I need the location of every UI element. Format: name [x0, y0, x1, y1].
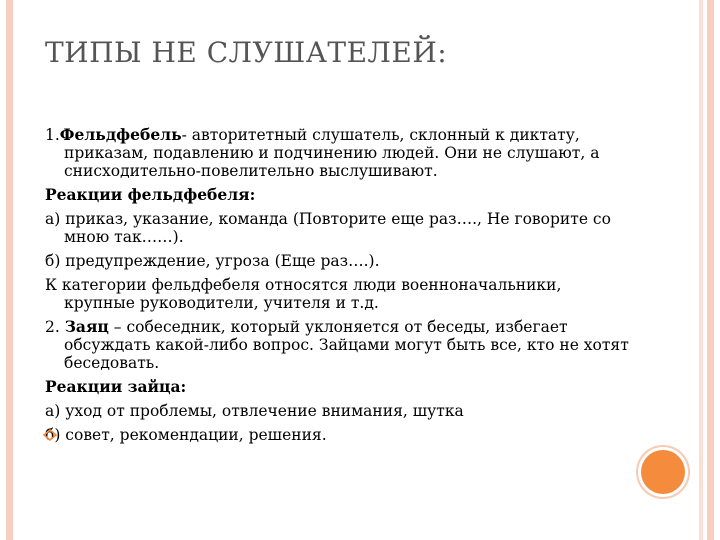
paragraph-text: б) предупреждение, угроза (Еще раз….).: [45, 252, 380, 270]
paragraph-4: [45, 252, 630, 270]
paragraph-bold: Реакции зайца:: [45, 377, 187, 396]
paragraph-text: – собеседник, который уклоняется от беседы, избегает обсуждать какой-либо вопрос. Зайцами могут быть все, кто не хотят беседовать.: [64, 318, 629, 372]
right-border-stripe-inner: [699, 0, 703, 540]
paragraph-prefix: 1.: [45, 126, 60, 144]
paragraph-bold: Реакции фельдфебеля:: [45, 185, 256, 204]
diamond-bullet-icon: [43, 429, 57, 441]
paragraph-6: [45, 318, 630, 372]
paragraph-bold: Заяц: [64, 317, 109, 336]
paragraph-8: [45, 402, 630, 420]
decorative-circle: [641, 450, 685, 494]
paragraph-text: а) уход от проблемы, отвлечение внимания, шутка: [45, 402, 464, 420]
paragraph-bold: Фельдфебель: [59, 125, 182, 144]
slide-title: ТИПЫ НЕ СЛУШАТЕЛЕЙ:: [45, 36, 448, 69]
paragraph-text: а) приказ, указание, команда (Повторите еще раз…., Не говорите со мною так……).: [45, 210, 611, 246]
paragraph-7: [45, 378, 630, 396]
bullet-text: б) совет, рекомендации, решения.: [45, 426, 327, 444]
paragraph-1: [45, 126, 630, 180]
right-border-stripe: [707, 0, 714, 540]
paragraph-2: [45, 186, 630, 204]
slide-content: [45, 126, 630, 450]
paragraph-5: [45, 276, 630, 312]
bullet-item: [45, 426, 630, 444]
paragraph-prefix: 2.: [45, 318, 65, 336]
paragraph-text: - авторитетный слушатель, склонный к диктату, приказам, подавлению и подчинению людей. Они не слушают, а снисходительно-повелительно выслушивают.: [64, 126, 600, 180]
left-border-stripe: [6, 0, 13, 540]
paragraph-3: [45, 210, 630, 246]
paragraph-text: К категории фельдфебеля относятся люди военноначальники, крупные руководители, учителя и т.д.: [45, 276, 562, 312]
